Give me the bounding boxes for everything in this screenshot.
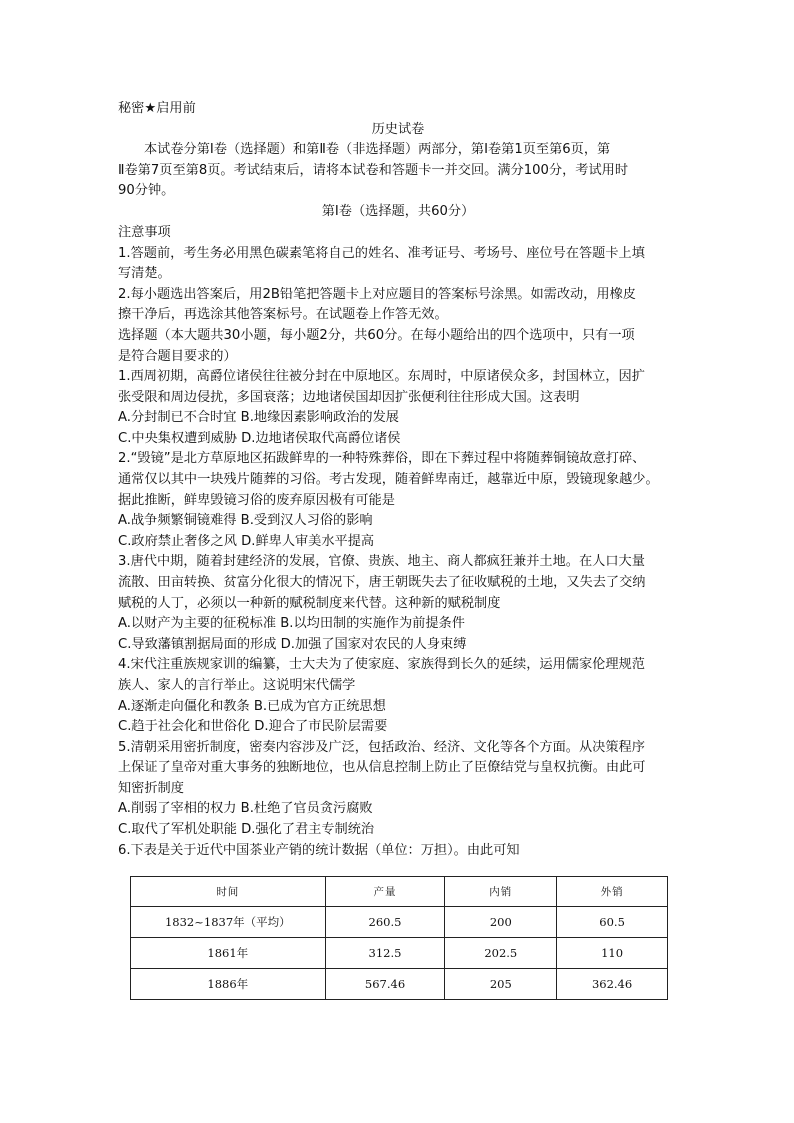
question-1 <box>118 367 678 449</box>
question-4 <box>118 655 678 737</box>
table-cell: 110 <box>557 938 668 969</box>
table-cell: 362.46 <box>557 969 668 1000</box>
table-cell: 1861年 <box>131 938 326 969</box>
question-stem-line: 赋税的人丁，必须以一种新的赋税制度来代替。这种新的赋税制度 <box>118 595 501 611</box>
notes-line: 写清楚。 <box>118 266 171 282</box>
question-option: C.中央集权遭到威胁 D.边地诸侯取代高爵位诸侯 <box>118 430 401 446</box>
table-header-cell: 外销 <box>557 877 668 907</box>
question-stem-line: 据此推断，鲜卑毁镜习俗的废弃原因极有可能是 <box>118 492 395 508</box>
notes-line: 2.每小题选出答案后，用2B铅笔把答题卡上对应题目的答案标号涂黑。如需改动，用橡皮 <box>118 286 636 302</box>
notes-line: 选择题（本大题共30小题，每小题2分，共60分。在每小题给出的四个选项中，只有一项 <box>118 327 635 343</box>
table-row <box>131 907 668 938</box>
question-stem-line: 通常仅以其中一块残片随葬的习俗。考古发现，随着鲜卑南迁，越靠近中原，毁镜现象越少。 <box>118 471 659 487</box>
table-cell: 200 <box>445 907 557 938</box>
table-cell: 260.5 <box>325 907 445 938</box>
question-2 <box>118 449 678 552</box>
question-option: C.政府禁止奢侈之风 D.鲜卑人审美水平提高 <box>118 533 375 549</box>
question-stem-line: 知密折制度 <box>118 780 184 796</box>
intro-line-3: 90分钟。 <box>118 183 175 199</box>
intro-line-2: Ⅱ卷第7页至第8页。考试结束后，请将本试卷和答题卡一并交回。满分100分，考试用时 <box>118 162 629 178</box>
table-header-cell: 时间 <box>131 877 326 907</box>
question-option: C.取代了军机处职能 D.强化了君主专制统治 <box>118 822 375 838</box>
table-header-cell: 产量 <box>325 877 445 907</box>
question-6 <box>118 841 678 862</box>
question-stem-line: 上保证了皇帝对重大事务的独断地位，也从信息控制上防止了臣僚结党与皇权抗衡。由此可 <box>118 760 646 776</box>
question-stem-line: 族人、家人的言行举止。这说明宋代儒学 <box>118 677 356 693</box>
question-3 <box>118 552 678 655</box>
question-option: C.趋于社会化和世俗化 D.迎合了市民阶层需要 <box>118 719 388 735</box>
question-stem-line: 3.唐代中期，随着封建经济的发展，官僚、贵族、地主、商人都疯狂兼并土地。在人口大量 <box>118 554 645 570</box>
exam-title: 历史试卷 <box>371 121 425 137</box>
table-cell: 1832~1837年（平均） <box>131 907 326 938</box>
question-option: A.以财产为主要的征税标准 B.以均田制的实施作为前提条件 <box>118 616 465 632</box>
question-stem-line: 张受限和周边侵扰，多国衰落；边地诸侯国却因扩张便利往往形成大国。这表明 <box>118 389 580 405</box>
question-stem-line: 4.宋代注重族规家训的编纂，士大夫为了使家庭、家族得到长久的延续，运用儒家伦理规范 <box>118 657 645 673</box>
questions-section <box>118 367 678 861</box>
table-row <box>131 938 668 969</box>
question-stem-line: 6.下表是关于近代中国茶业产销的统计数据（单位：万担）。由此可知 <box>118 842 520 858</box>
exam-header <box>118 99 678 223</box>
notes-title: 注意事项 <box>118 225 171 240</box>
secret-mark: 秘密★启用前 <box>118 101 196 116</box>
question-stem-line: 5.清朝采用密折制度，密奏内容涉及广泛，包括政治、经济、文化等各个方面。从决策程序 <box>118 739 645 755</box>
question-option: A.削弱了宰相的权力 B.杜绝了官员贪污腐败 <box>118 801 373 817</box>
question-stem-line: 流散、田亩转换、贫富分化很大的情况下，唐王朝既失去了征收赋税的土地，又失去了交纳 <box>118 574 646 590</box>
table-cell: 312.5 <box>325 938 445 969</box>
question-stem-line: 1.西周初期，高爵位诸侯往往被分封在中原地区。东周时，中原诸侯众多，封国林立，因扩 <box>118 369 645 384</box>
notes-line: 是符合题目要求的） <box>118 348 237 364</box>
table-header-row <box>131 877 668 907</box>
table-cell: 567.46 <box>325 969 445 1000</box>
question-option: A.分封制已不合时宜 B.地缘因素影响政治的发展 <box>118 410 399 426</box>
tea-statistics-table <box>130 876 668 1000</box>
question-5 <box>118 738 678 841</box>
table-cell: 202.5 <box>445 938 557 969</box>
part1-title: 第Ⅰ卷（选择题，共60分） <box>321 203 475 219</box>
question-stem-line: 2.“毁镜”是北方草原地区拓跋鲜卑的一种特殊葬俗，即在下葬过程中将随葬铜镜故意打碎、 <box>118 451 646 467</box>
intro-line-1: 本试卷分第Ⅰ卷（选择题）和第Ⅱ卷（非选择题）两部分，第Ⅰ卷第1页至第6页，第 <box>144 142 611 158</box>
table-cell: 60.5 <box>557 907 668 938</box>
question-option: A.战争频繁铜镜难得 B.受到汉人习俗的影响 <box>118 513 373 529</box>
question-option: A.逐渐走向僵化和教条 B.已成为官方正统思想 <box>118 698 386 714</box>
notes-line: 1.答题前，考生务必用黑色碳素笔将自己的姓名、准考证号、考场号、座位号在答题卡上填 <box>118 245 645 261</box>
table-row <box>131 969 668 1000</box>
notes-section <box>118 223 678 367</box>
question-option: C.导致藩镇割据局面的形成 D.加强了国家对农民的人身束缚 <box>118 636 467 652</box>
table-header-cell: 内销 <box>445 877 557 907</box>
notes-line: 擦干净后，再选涂其他答案标号。在试题卷上作答无效。 <box>118 307 448 323</box>
table-cell: 1886年 <box>131 969 326 1000</box>
table-cell: 205 <box>445 969 557 1000</box>
